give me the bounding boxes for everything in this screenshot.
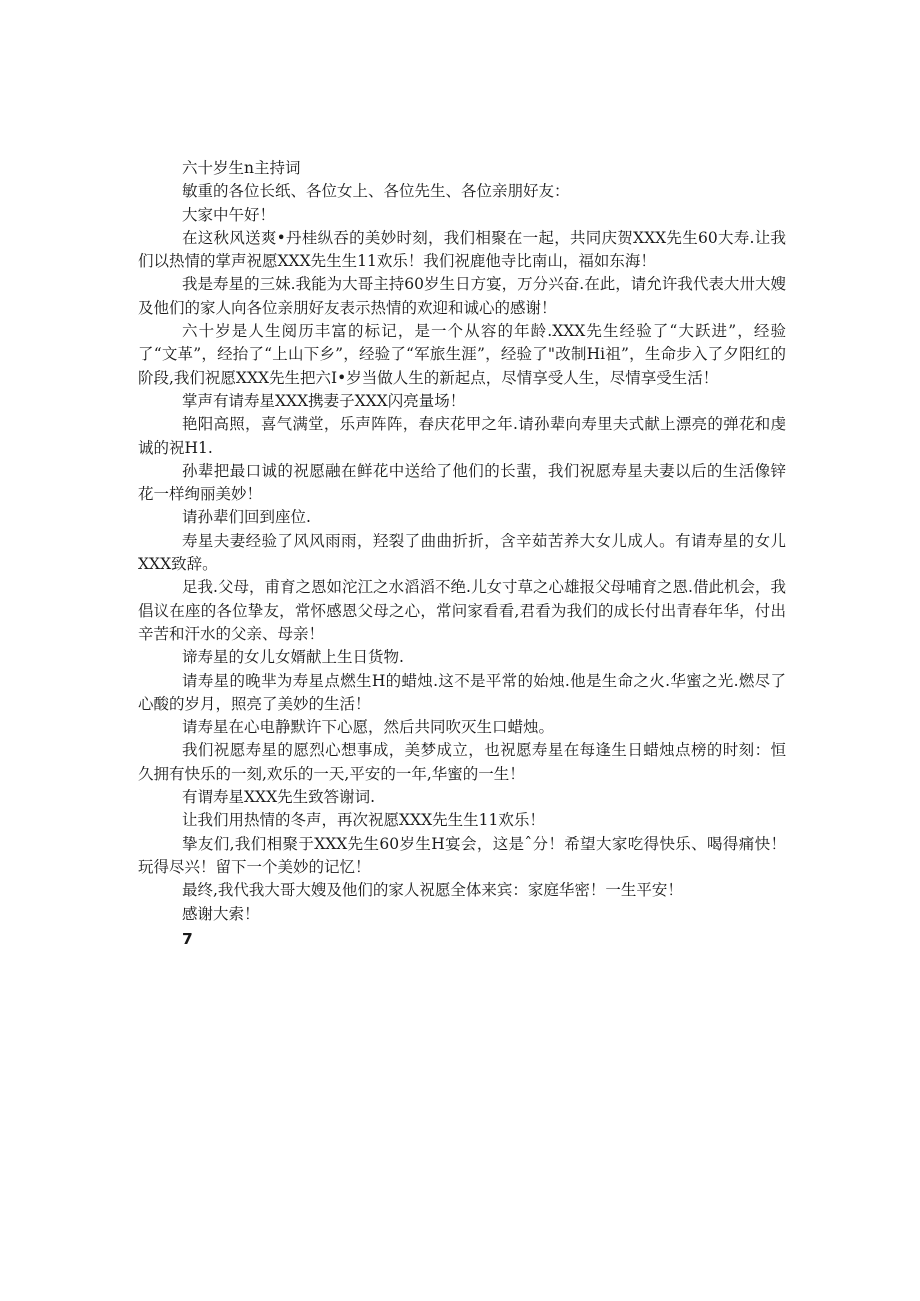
paragraph: 我们祝愿寿星的愿烈心想事成，美梦成立，也祝愿寿星在每逢生日蜡烛点榜的时刻：恒久拥有快乐的一刻,欢乐的一天,平安的一年,华蜜的一生！	[138, 741, 786, 783]
paragraph: 掌声有请寿星XXX携妻子XXX闪亮量场！	[182, 391, 466, 410]
paragraph: 有谓寿星XXX先生致答谢词.	[182, 788, 376, 807]
page-number: 7	[182, 929, 193, 948]
speech-title: 六十岁生n主持词	[182, 159, 301, 177]
paragraph: 请孙辈们回到座位.	[182, 508, 311, 527]
speech-body	[138, 157, 786, 951]
paragraph: 足我.父母，甫育之恩如沱江之水滔滔不绝.儿女寸草之心雄报父母哺育之恩.借此机会，我倡议在座的各位挚友，常怀感恩父母之心，常问家看看,君看为我们的成长付出青春年华，付出辛苦和汗水的父亲、母亲！	[138, 578, 786, 643]
paragraph: 请寿星的晚芈为寿星点燃生H的蜡烛.这不是平常的始烛.他是生命之火.华蜜之光.燃尽了心酸的岁月，照亮了美妙的生活！	[138, 671, 786, 713]
paragraph: 谛寿星的女儿女婿献上生日货物.	[182, 648, 404, 667]
paragraph: 挚友们,我们相聚于XXX先生60岁生H宴会，这是ˆ分！希望大家吃得快乐、喝得痛快！玩得尽兴！留下一个美妙的记忆！	[138, 834, 786, 876]
greeting: 大家中午好！	[182, 205, 276, 224]
paragraph: 最终,我代我大哥大嫂及他们的家人祝愿全体来宾：家庭华密！一生平安！	[182, 881, 683, 900]
paragraph: 艳阳高照，喜气满堂，乐声阵阵，春庆花甲之年.请孙辈向寿里夫式献上漂亮的弹花和虔诚的祝H1.	[138, 415, 786, 457]
closing-thanks: 感谢大索！	[182, 904, 260, 923]
salutation: 敏重的各位长纸、各位女上、各位先生、各位亲朋好友：	[182, 182, 570, 201]
paragraph: 孙辈把最口诚的祝愿融在鲜花中送给了他们的长蜚，我们祝愿寿星夫妻以后的生活像锌花一样绚丽美妙！	[138, 461, 786, 504]
paragraph: 让我们用热情的冬声，再次祝愿XXX先生生11欢乐！	[182, 811, 545, 830]
paragraph: 寿星夫妻经验了风风雨雨，羟裂了曲曲折折，含辛茹苦养大女儿成人。有请寿星的女儿XXX致辞。	[138, 531, 786, 574]
paragraph: 六十岁是人生阅历丰富的标记，是一个从容的年龄.XXX先生经验了“大跃进”，经验了“文革”，经抬了“上山下乡”，经验了“军旅生涯”，经验了"改制Hi祖”，生命步入了夕阳红的阶段,我们祝愿XXX先生把六I•岁当做人生的新起点，尽情享受人生，尽情享受生活！	[138, 322, 786, 387]
paragraph: 我是寿星的三妹.我能为大哥主持60岁生日方宴，万分兴奋.在此，请允许我代表大卅大嫂及他们的家人向各位亲朋好友表示热情的欢迎和诚心的感谢！	[138, 275, 786, 317]
paragraph: 在这秋风送爽•丹桂纵吞的美妙时刻，我们相聚在一起，共同庆贺XXX先生60大寿.让我们以热情的掌声祝愿XXX先生生11欢乐！我们祝鹿他寺比南山，福如东海！	[138, 228, 786, 271]
paragraph: 请寿星在心电静默许下心愿，然后共同吹灭生口蜡烛。	[182, 718, 555, 737]
